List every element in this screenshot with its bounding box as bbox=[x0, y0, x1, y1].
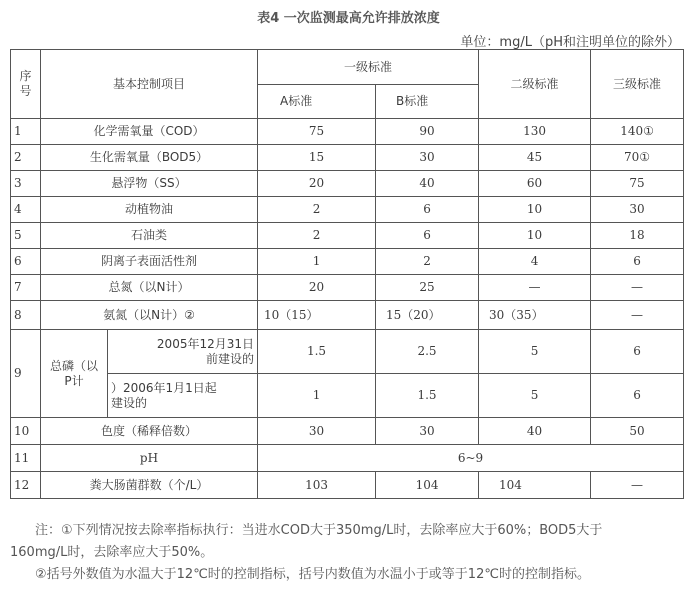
row-g3: 18 bbox=[591, 223, 684, 249]
row-g3: 140① bbox=[591, 119, 684, 145]
row-a: 10（15） bbox=[258, 301, 376, 330]
row-item: 粪大肠菌群数（个/L） bbox=[41, 472, 258, 499]
row-item: 石油类 bbox=[41, 223, 258, 249]
row-b: 15（20） bbox=[376, 301, 479, 330]
ph-value: 6~9 bbox=[258, 445, 684, 472]
row-no: 3 bbox=[11, 171, 41, 197]
table-row bbox=[11, 145, 684, 171]
row-no: 8 bbox=[11, 301, 41, 330]
table-row bbox=[11, 301, 684, 330]
table-row bbox=[11, 472, 684, 499]
row-b: 6 bbox=[376, 223, 479, 249]
row-b: 2 bbox=[376, 249, 479, 275]
row-item: 总氮（以N计） bbox=[41, 275, 258, 301]
row-g2: 45 bbox=[479, 145, 591, 171]
row-g3: — bbox=[591, 472, 684, 499]
table-row bbox=[11, 275, 684, 301]
row-item: 色度（稀释倍数） bbox=[41, 418, 258, 445]
row-g3: — bbox=[591, 301, 684, 330]
note-line-2: 160mg/L时，去除率应大于50%。 bbox=[10, 545, 214, 560]
table-row bbox=[11, 119, 684, 145]
row-no: 5 bbox=[11, 223, 41, 249]
table-row bbox=[11, 418, 684, 445]
header-grade1a: A标准 bbox=[258, 85, 376, 119]
header-row-1 bbox=[11, 50, 684, 85]
row-a: 15 bbox=[258, 145, 376, 171]
header-grade1b: B标准 bbox=[376, 85, 479, 119]
note-line-3: ②括号外数值为水温大于12℃时的控制指标，括号内数值为水温小于或等于12℃时的控制指标。 bbox=[35, 567, 590, 582]
row-a: 1 bbox=[258, 249, 376, 275]
row-b: 90 bbox=[376, 119, 479, 145]
row-b: 25 bbox=[376, 275, 479, 301]
header-grade2: 二级标准 bbox=[479, 50, 591, 119]
row-a: 103 bbox=[258, 472, 376, 499]
row-b: 104 bbox=[376, 472, 479, 499]
row-g3: — bbox=[591, 275, 684, 301]
note-line-1: 注：①下列情况按去除率指标执行：当进水COD大于350mg/L时，去除率应大于60%；BOD5大于 bbox=[35, 523, 603, 538]
table-row-phosphorus-2 bbox=[11, 374, 684, 418]
table-row bbox=[11, 223, 684, 249]
row-a: 30 bbox=[258, 418, 376, 445]
row-item: pH bbox=[41, 445, 258, 472]
row-b: 1.5 bbox=[376, 374, 479, 418]
table-row-phosphorus-1 bbox=[11, 330, 684, 374]
row-g2: 5 bbox=[479, 374, 591, 418]
row-g2: 104 bbox=[479, 472, 591, 499]
row-item: 动植物油 bbox=[41, 197, 258, 223]
row-a: 1 bbox=[258, 374, 376, 418]
row-b: 30 bbox=[376, 145, 479, 171]
row-g2: 60 bbox=[479, 171, 591, 197]
table-title: 表4 一次监测最高允许排放浓度 bbox=[257, 11, 440, 26]
row-no: 11 bbox=[11, 445, 41, 472]
row-g2: — bbox=[479, 275, 591, 301]
row-a: 20 bbox=[258, 275, 376, 301]
phosphorus-sub1-label: 2005年12月31日前建设的 bbox=[108, 330, 258, 374]
row-item: 悬浮物（SS） bbox=[41, 171, 258, 197]
phosphorus-label: 总磷（以P计 bbox=[41, 330, 108, 418]
row-a: 2 bbox=[258, 197, 376, 223]
row-item: 生化需氧量（BOD5） bbox=[41, 145, 258, 171]
row-no: 6 bbox=[11, 249, 41, 275]
row-g3: 30 bbox=[591, 197, 684, 223]
phosphorus-sub2-label: ）2006年1月1日起建设的 bbox=[108, 374, 258, 418]
row-a: 75 bbox=[258, 119, 376, 145]
row-g2: 40 bbox=[479, 418, 591, 445]
row-g2: 4 bbox=[479, 249, 591, 275]
header-grade3: 三级标准 bbox=[591, 50, 684, 119]
row-g2: 5 bbox=[479, 330, 591, 374]
row-g3: 75 bbox=[591, 171, 684, 197]
row-no: 2 bbox=[11, 145, 41, 171]
row-b: 40 bbox=[376, 171, 479, 197]
row-a: 1.5 bbox=[258, 330, 376, 374]
header-grade1: 一级标准 bbox=[258, 50, 479, 85]
row-no: 12 bbox=[11, 472, 41, 499]
emission-standard-table bbox=[10, 49, 684, 499]
row-g3: 6 bbox=[591, 249, 684, 275]
row-no: 10 bbox=[11, 418, 41, 445]
row-g3: 6 bbox=[591, 330, 684, 374]
table-row bbox=[11, 197, 684, 223]
row-g2: 10 bbox=[479, 223, 591, 249]
table-row bbox=[11, 171, 684, 197]
row-g2: 30（35） bbox=[479, 301, 591, 330]
row-g3: 6 bbox=[591, 374, 684, 418]
row-no: 4 bbox=[11, 197, 41, 223]
table-row bbox=[11, 249, 684, 275]
row-g2: 10 bbox=[479, 197, 591, 223]
header-seq: 序号 bbox=[11, 50, 41, 119]
row-no: 1 bbox=[11, 119, 41, 145]
row-item: 阴离子表面活性剂 bbox=[41, 249, 258, 275]
header-item: 基本控制项目 bbox=[41, 50, 258, 119]
row-b: 30 bbox=[376, 418, 479, 445]
row-no: 9 bbox=[11, 330, 41, 418]
row-g3: 50 bbox=[591, 418, 684, 445]
row-a: 20 bbox=[258, 171, 376, 197]
unit-note: 单位：mg/L（pH和注明单位的除外） bbox=[460, 35, 680, 50]
row-g2: 130 bbox=[479, 119, 591, 145]
row-a: 2 bbox=[258, 223, 376, 249]
table-row-ph bbox=[11, 445, 684, 472]
row-b: 2.5 bbox=[376, 330, 479, 374]
row-b: 6 bbox=[376, 197, 479, 223]
row-no: 7 bbox=[11, 275, 41, 301]
row-g3: 70① bbox=[591, 145, 684, 171]
row-item: 化学需氧量（COD） bbox=[41, 119, 258, 145]
row-item: 氨氮（以N计）② bbox=[41, 301, 258, 330]
